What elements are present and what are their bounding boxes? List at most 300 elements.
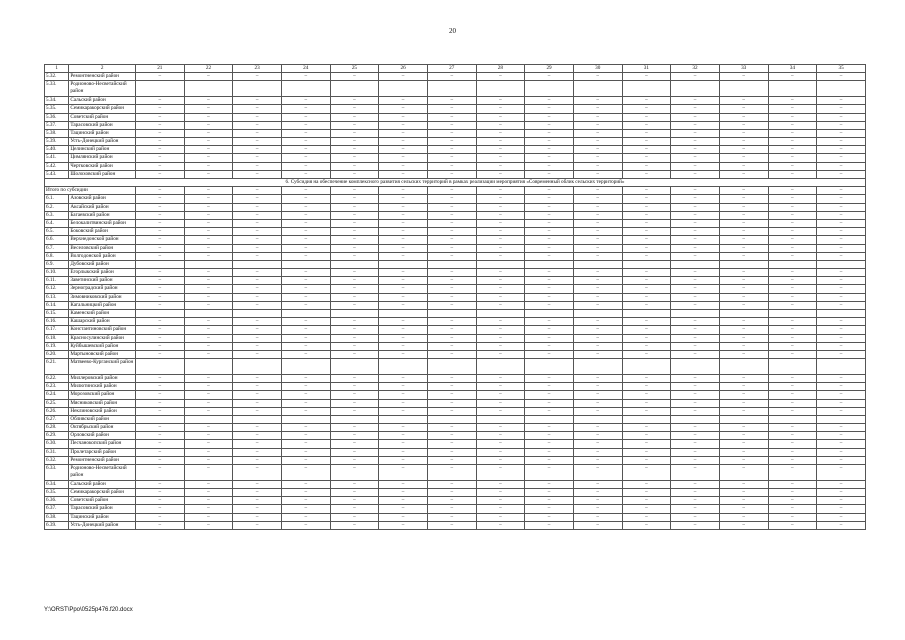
table-row: [45, 203, 866, 211]
district-name: Сальский район: [69, 97, 136, 105]
value-cell: –: [622, 440, 671, 448]
table-row: [45, 318, 866, 326]
value-cell: –: [379, 391, 428, 399]
value-cell: –: [768, 170, 817, 178]
value-cell: –: [135, 318, 184, 326]
value-cell: –: [525, 138, 574, 146]
value-cell: –: [719, 203, 768, 211]
value-cell: –: [330, 195, 379, 203]
table-row: [45, 383, 866, 391]
value-cell: –: [768, 480, 817, 488]
value-cell: –: [768, 326, 817, 334]
value-cell: –: [768, 505, 817, 513]
value-cell: –: [427, 138, 476, 146]
value-cell: –: [233, 350, 282, 358]
value-cell: –: [622, 399, 671, 407]
table-row: [45, 456, 866, 464]
value-cell: –: [476, 301, 525, 309]
district-name: Багаевский район: [69, 211, 136, 219]
value-cell: [719, 260, 768, 268]
value-cell: –: [573, 301, 622, 309]
value-cell: –: [379, 146, 428, 154]
value-cell: –: [622, 456, 671, 464]
value-cell: –: [184, 187, 233, 195]
value-cell: –: [768, 383, 817, 391]
value-cell: –: [768, 301, 817, 309]
value-cell: –: [330, 399, 379, 407]
value-cell: –: [525, 301, 574, 309]
value-cell: –: [281, 326, 330, 334]
value-cell: [379, 260, 428, 268]
value-cell: –: [719, 211, 768, 219]
value-cell: –: [817, 129, 866, 137]
value-cell: –: [233, 269, 282, 277]
header-cell: 27: [427, 65, 476, 73]
value-cell: –: [379, 489, 428, 497]
value-cell: –: [281, 113, 330, 121]
district-name: Белокалитвинский район: [69, 219, 136, 227]
value-cell: –: [281, 383, 330, 391]
row-number: 5.38.: [45, 129, 69, 137]
value-cell: –: [476, 146, 525, 154]
value-cell: –: [622, 342, 671, 350]
value-cell: –: [379, 448, 428, 456]
value-cell: –: [135, 334, 184, 342]
table-row: [45, 73, 866, 81]
value-cell: [525, 81, 574, 97]
value-cell: –: [573, 187, 622, 195]
row-number: 6.11.: [45, 277, 69, 285]
row-number: 6.35.: [45, 489, 69, 497]
value-cell: –: [719, 334, 768, 342]
value-cell: –: [184, 285, 233, 293]
table-row: [45, 334, 866, 342]
row-number: 6.31.: [45, 448, 69, 456]
value-cell: –: [525, 277, 574, 285]
table-row: [45, 399, 866, 407]
value-cell: –: [233, 219, 282, 227]
value-cell: –: [476, 399, 525, 407]
value-cell: –: [476, 424, 525, 432]
value-cell: –: [281, 301, 330, 309]
row-number: 5.32.: [45, 73, 69, 81]
value-cell: –: [233, 480, 282, 488]
value-cell: –: [330, 187, 379, 195]
value-cell: –: [427, 489, 476, 497]
row-number: 5.35.: [45, 105, 69, 113]
table-row: [45, 146, 866, 154]
value-cell: –: [135, 432, 184, 440]
value-cell: –: [281, 424, 330, 432]
value-cell: –: [622, 334, 671, 342]
table-row: [45, 497, 866, 505]
value-cell: [768, 359, 817, 375]
value-cell: –: [379, 154, 428, 162]
value-cell: –: [427, 424, 476, 432]
value-cell: [768, 260, 817, 268]
value-cell: –: [135, 146, 184, 154]
value-cell: –: [573, 448, 622, 456]
value-cell: –: [233, 383, 282, 391]
row-number: 5.43.: [45, 170, 69, 178]
value-cell: –: [525, 285, 574, 293]
table-body: [45, 65, 866, 530]
district-name: Красносулинский район: [69, 334, 136, 342]
value-cell: –: [330, 211, 379, 219]
district-name: Тарасовский район: [69, 505, 136, 513]
value-cell: –: [427, 211, 476, 219]
value-cell: –: [281, 432, 330, 440]
value-cell: –: [427, 113, 476, 121]
value-cell: –: [427, 480, 476, 488]
value-cell: –: [233, 407, 282, 415]
value-cell: –: [817, 301, 866, 309]
value-cell: –: [476, 170, 525, 178]
value-cell: –: [135, 326, 184, 334]
row-number: 5.40.: [45, 146, 69, 154]
value-cell: –: [525, 383, 574, 391]
table-row: [45, 269, 866, 277]
value-cell: –: [330, 269, 379, 277]
value-cell: –: [525, 203, 574, 211]
district-name: Чертковский район: [69, 162, 136, 170]
value-cell: –: [622, 301, 671, 309]
value-cell: –: [330, 326, 379, 334]
district-name: Заветинский район: [69, 277, 136, 285]
value-cell: –: [768, 391, 817, 399]
value-cell: –: [135, 252, 184, 260]
value-cell: –: [330, 154, 379, 162]
value-cell: –: [622, 465, 671, 481]
value-cell: –: [671, 326, 720, 334]
row-number: 6.26.: [45, 407, 69, 415]
value-cell: –: [719, 480, 768, 488]
value-cell: –: [427, 326, 476, 334]
value-cell: [817, 310, 866, 318]
value-cell: –: [671, 154, 720, 162]
value-cell: –: [525, 424, 574, 432]
value-cell: –: [184, 195, 233, 203]
value-cell: –: [135, 121, 184, 129]
value-cell: –: [525, 269, 574, 277]
value-cell: –: [184, 73, 233, 81]
value-cell: –: [671, 424, 720, 432]
value-cell: –: [671, 513, 720, 521]
value-cell: –: [768, 154, 817, 162]
district-name: Морозовский район: [69, 391, 136, 399]
value-cell: –: [525, 236, 574, 244]
row-number: 6.19.: [45, 342, 69, 350]
district-name: Егорлыкский район: [69, 269, 136, 277]
value-cell: –: [135, 301, 184, 309]
value-cell: –: [719, 465, 768, 481]
value-cell: –: [573, 350, 622, 358]
value-cell: –: [719, 326, 768, 334]
value-cell: –: [719, 244, 768, 252]
value-cell: –: [330, 73, 379, 81]
value-cell: –: [379, 121, 428, 129]
value-cell: [573, 310, 622, 318]
value-cell: –: [281, 211, 330, 219]
value-cell: –: [135, 285, 184, 293]
value-cell: –: [427, 73, 476, 81]
value-cell: –: [233, 465, 282, 481]
value-cell: [622, 415, 671, 423]
value-cell: –: [525, 505, 574, 513]
value-cell: –: [330, 465, 379, 481]
table-row: [45, 129, 866, 137]
district-name: Октябрьский район: [69, 424, 136, 432]
value-cell: –: [184, 350, 233, 358]
value-cell: –: [281, 97, 330, 105]
value-cell: [281, 359, 330, 375]
value-cell: –: [330, 129, 379, 137]
value-cell: –: [379, 374, 428, 382]
value-cell: –: [281, 391, 330, 399]
value-cell: –: [622, 350, 671, 358]
value-cell: –: [622, 269, 671, 277]
value-cell: –: [281, 252, 330, 260]
value-cell: –: [768, 293, 817, 301]
district-name: Волгодонской район: [69, 252, 136, 260]
value-cell: –: [671, 407, 720, 415]
value-cell: –: [233, 318, 282, 326]
value-cell: –: [281, 73, 330, 81]
value-cell: –: [476, 456, 525, 464]
value-cell: –: [525, 162, 574, 170]
row-number: 5.37.: [45, 121, 69, 129]
value-cell: [671, 359, 720, 375]
value-cell: –: [622, 252, 671, 260]
value-cell: –: [379, 293, 428, 301]
value-cell: –: [719, 105, 768, 113]
row-number: 6.2.: [45, 203, 69, 211]
value-cell: –: [233, 277, 282, 285]
value-cell: –: [768, 513, 817, 521]
value-cell: –: [476, 277, 525, 285]
value-cell: –: [817, 513, 866, 521]
value-cell: –: [379, 505, 428, 513]
value-cell: –: [135, 513, 184, 521]
value-cell: –: [135, 129, 184, 137]
value-cell: –: [184, 391, 233, 399]
value-cell: [573, 81, 622, 97]
value-cell: –: [135, 391, 184, 399]
value-cell: –: [817, 334, 866, 342]
row-number: 6.21.: [45, 359, 69, 375]
table-row: [45, 448, 866, 456]
table-row: [45, 415, 866, 423]
value-cell: –: [281, 154, 330, 162]
value-cell: –: [427, 383, 476, 391]
value-cell: –: [719, 505, 768, 513]
table-row: [45, 391, 866, 399]
district-name: Веселовский район: [69, 244, 136, 252]
table-row: [45, 105, 866, 113]
value-cell: –: [281, 277, 330, 285]
value-cell: –: [476, 465, 525, 481]
value-cell: –: [525, 456, 574, 464]
value-cell: [768, 81, 817, 97]
value-cell: –: [427, 129, 476, 137]
value-cell: –: [233, 326, 282, 334]
value-cell: –: [817, 244, 866, 252]
value-cell: –: [427, 236, 476, 244]
table-row: [45, 277, 866, 285]
value-cell: –: [476, 293, 525, 301]
value-cell: –: [719, 432, 768, 440]
value-cell: –: [719, 383, 768, 391]
value-cell: –: [573, 105, 622, 113]
value-cell: –: [427, 195, 476, 203]
value-cell: –: [719, 73, 768, 81]
district-name: Каменский район: [69, 310, 136, 318]
value-cell: –: [525, 465, 574, 481]
value-cell: –: [573, 440, 622, 448]
value-cell: –: [379, 211, 428, 219]
value-cell: –: [817, 326, 866, 334]
value-cell: –: [817, 219, 866, 227]
row-number: 6.16.: [45, 318, 69, 326]
value-cell: [330, 310, 379, 318]
value-cell: –: [768, 448, 817, 456]
header-row: [45, 65, 866, 73]
value-cell: –: [330, 170, 379, 178]
value-cell: –: [184, 440, 233, 448]
value-cell: –: [817, 383, 866, 391]
value-cell: –: [184, 465, 233, 481]
value-cell: –: [233, 244, 282, 252]
value-cell: –: [768, 113, 817, 121]
value-cell: –: [427, 448, 476, 456]
value-cell: –: [573, 73, 622, 81]
value-cell: –: [427, 497, 476, 505]
table-row: [45, 154, 866, 162]
value-cell: –: [184, 121, 233, 129]
value-cell: –: [330, 203, 379, 211]
table-row: [45, 97, 866, 105]
value-cell: [622, 359, 671, 375]
district-name: Семикаракорский район: [69, 489, 136, 497]
table-row: [45, 228, 866, 236]
value-cell: –: [525, 391, 574, 399]
value-cell: [379, 310, 428, 318]
row-number: 6.27.: [45, 415, 69, 423]
value-cell: –: [622, 391, 671, 399]
value-cell: –: [135, 187, 184, 195]
value-cell: –: [330, 244, 379, 252]
value-cell: –: [768, 432, 817, 440]
value-cell: –: [622, 244, 671, 252]
value-cell: –: [184, 521, 233, 529]
value-cell: –: [379, 456, 428, 464]
value-cell: –: [476, 521, 525, 529]
row-number: 6.1.: [45, 195, 69, 203]
table-row: [45, 293, 866, 301]
value-cell: –: [379, 497, 428, 505]
value-cell: –: [135, 424, 184, 432]
value-cell: –: [281, 497, 330, 505]
value-cell: –: [379, 334, 428, 342]
row-number: 6.37.: [45, 505, 69, 513]
value-cell: –: [476, 440, 525, 448]
value-cell: –: [622, 195, 671, 203]
value-cell: –: [768, 521, 817, 529]
value-cell: –: [573, 113, 622, 121]
value-cell: –: [525, 432, 574, 440]
value-cell: –: [184, 334, 233, 342]
value-cell: –: [427, 391, 476, 399]
value-cell: [233, 415, 282, 423]
value-cell: –: [184, 342, 233, 350]
value-cell: –: [671, 285, 720, 293]
value-cell: –: [330, 374, 379, 382]
value-cell: –: [184, 203, 233, 211]
value-cell: –: [135, 211, 184, 219]
value-cell: –: [379, 277, 428, 285]
value-cell: –: [573, 154, 622, 162]
value-cell: –: [719, 170, 768, 178]
value-cell: –: [622, 448, 671, 456]
value-cell: –: [476, 326, 525, 334]
value-cell: –: [573, 277, 622, 285]
value-cell: –: [330, 448, 379, 456]
value-cell: –: [233, 301, 282, 309]
value-cell: –: [525, 350, 574, 358]
value-cell: [135, 310, 184, 318]
value-cell: –: [135, 497, 184, 505]
value-cell: –: [281, 342, 330, 350]
value-cell: –: [622, 203, 671, 211]
value-cell: –: [768, 440, 817, 448]
value-cell: –: [719, 113, 768, 121]
district-name: Родионово-Несветайский район: [69, 465, 136, 481]
value-cell: –: [135, 73, 184, 81]
value-cell: –: [379, 203, 428, 211]
district-name: Тацинский район: [69, 129, 136, 137]
value-cell: –: [768, 374, 817, 382]
value-cell: –: [817, 154, 866, 162]
value-cell: –: [671, 73, 720, 81]
value-cell: –: [233, 342, 282, 350]
value-cell: –: [330, 105, 379, 113]
header-cell: 33: [719, 65, 768, 73]
row-number: 6.18.: [45, 334, 69, 342]
value-cell: –: [768, 334, 817, 342]
value-cell: –: [768, 407, 817, 415]
value-cell: –: [184, 228, 233, 236]
value-cell: –: [622, 73, 671, 81]
value-cell: –: [768, 285, 817, 293]
value-cell: –: [233, 513, 282, 521]
value-cell: –: [476, 334, 525, 342]
value-cell: [671, 310, 720, 318]
value-cell: –: [379, 301, 428, 309]
value-cell: –: [573, 391, 622, 399]
district-name: Аксайский район: [69, 203, 136, 211]
value-cell: –: [281, 138, 330, 146]
row-number: 5.36.: [45, 113, 69, 121]
value-cell: –: [379, 407, 428, 415]
value-cell: –: [330, 146, 379, 154]
value-cell: –: [184, 293, 233, 301]
value-cell: –: [330, 440, 379, 448]
value-cell: –: [427, 187, 476, 195]
value-cell: –: [817, 195, 866, 203]
value-cell: –: [768, 456, 817, 464]
value-cell: –: [817, 480, 866, 488]
value-cell: [427, 310, 476, 318]
